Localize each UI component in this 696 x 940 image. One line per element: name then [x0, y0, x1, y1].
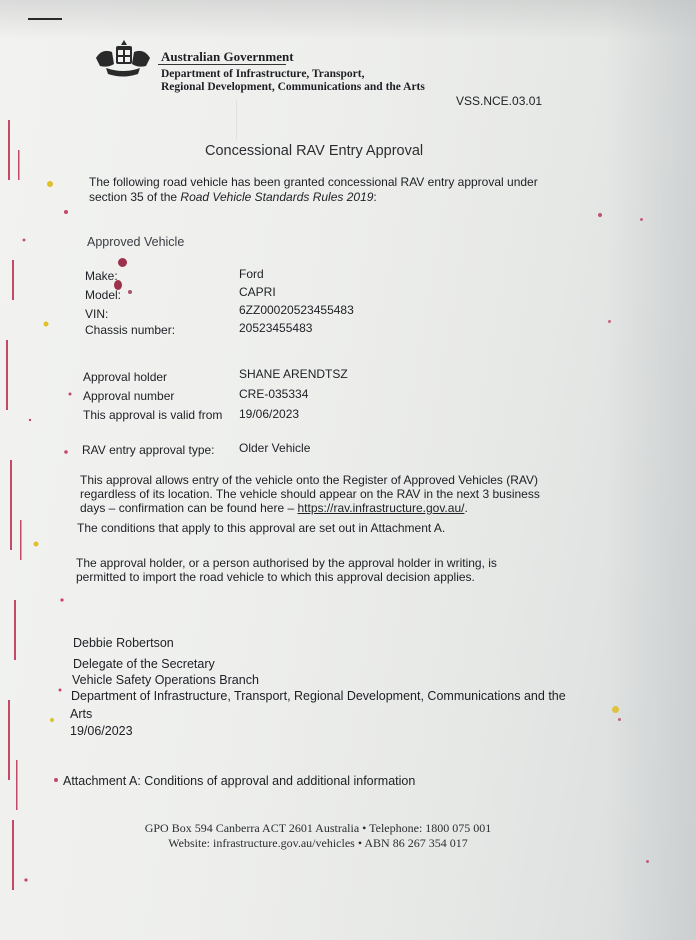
approved-vehicle-heading: Approved Vehicle — [87, 235, 185, 249]
page-title: Concessional RAV Entry Approval — [205, 143, 424, 159]
attachment-reference: Attachment A: Conditions of approval and additional information — [63, 774, 416, 788]
rav-paragraph-line-3: days – confirmation can be found here – https://rav.infrastructure.gov.au/. — [80, 501, 468, 515]
approval-holder-value: SHANE ARENDTSZ — [239, 367, 348, 381]
government-name: Australian Government — [161, 49, 294, 64]
stain-speck — [598, 213, 602, 217]
intro-line-2: section 35 of the Road Vehicle Standards Rules 2019: — [89, 190, 377, 204]
import-paragraph-line-2: permitted to import the road vehicle to which this approval decision applies. — [76, 570, 475, 584]
rav-website-link[interactable]: https://rav.infrastructure.gov.au/ — [297, 501, 465, 515]
signatory-branch: Vehicle Safety Operations Branch — [72, 673, 259, 687]
page-shadow — [0, 0, 696, 40]
model-label: Model: — [85, 288, 122, 302]
approval-holder-label: Approval holder — [83, 370, 168, 384]
chassis-number-label: Chassis number: — [85, 323, 176, 337]
approval-type-label: RAV entry approval type: — [82, 443, 215, 457]
make-label: Make: — [85, 269, 118, 283]
footer-website: Website: infrastructure.gov.au/vehicles • ABN 86 267 354 017 — [168, 836, 468, 850]
approval-type-value: Older Vehicle — [239, 441, 311, 455]
approval-number-label: Approval number — [83, 389, 175, 403]
chassis-number-value: 20523455483 — [239, 321, 313, 335]
valid-from-label: This approval is valid from — [83, 408, 223, 422]
department-name-line2: Regional Development, Communications and the Arts — [161, 81, 425, 93]
signatory-department-line-2: Arts — [70, 707, 93, 721]
stain-speck — [128, 290, 132, 294]
vin-label: VIN: — [85, 307, 109, 321]
signatory-date: 19/06/2023 — [70, 724, 133, 738]
approval-number-value: CRE-035334 — [239, 387, 309, 401]
stain-speck — [118, 258, 127, 267]
import-paragraph-line-1: The approval holder, or a person authorised by the approval holder in writing, is — [76, 556, 497, 570]
signatory-name: Debbie Robertson — [73, 636, 174, 650]
coat-of-arms-icon — [92, 38, 154, 82]
stain-speck — [646, 860, 649, 863]
fold-crease — [236, 100, 237, 140]
conditions-paragraph: The conditions that apply to this approval are set out in Attachment A. — [77, 521, 446, 535]
make-value: Ford — [239, 267, 264, 281]
department-name-line1: Department of Infrastructure, Transport, — [161, 68, 365, 80]
stain-speck — [612, 706, 619, 713]
signatory-department-line-1: Department of Infrastructure, Transport, Regional Development, Communications and the — [71, 689, 566, 703]
document-reference: VSS.NCE.03.01 — [456, 94, 543, 108]
signatory-role: Delegate of the Secretary — [73, 657, 215, 671]
stain-speck — [640, 218, 643, 221]
margin-stains — [0, 0, 80, 940]
intro-line-1: The following road vehicle has been granted concessional RAV entry approval under — [89, 175, 538, 189]
header-rule — [158, 64, 286, 65]
vin-value: 6ZZ00020523455483 — [239, 303, 354, 317]
legislation-name: Road Vehicle Standards Rules 2019 — [180, 190, 374, 204]
rav-paragraph-line-1: This approval allows entry of the vehicle onto the Register of Approved Vehicles (RAV) — [80, 473, 539, 487]
rav-paragraph-line-2: regardless of its location. The vehicle should appear on the RAV in the next 3 business — [80, 487, 540, 501]
valid-from-value: 19/06/2023 — [239, 407, 300, 421]
model-value: CAPRI — [239, 285, 276, 299]
stain-speck — [608, 320, 611, 323]
page-edge-shading — [606, 0, 696, 940]
stain-speck — [618, 718, 621, 721]
footer-address: GPO Box 594 Canberra ACT 2601 Australia • Telephone: 1800 075 001 — [144, 821, 492, 835]
